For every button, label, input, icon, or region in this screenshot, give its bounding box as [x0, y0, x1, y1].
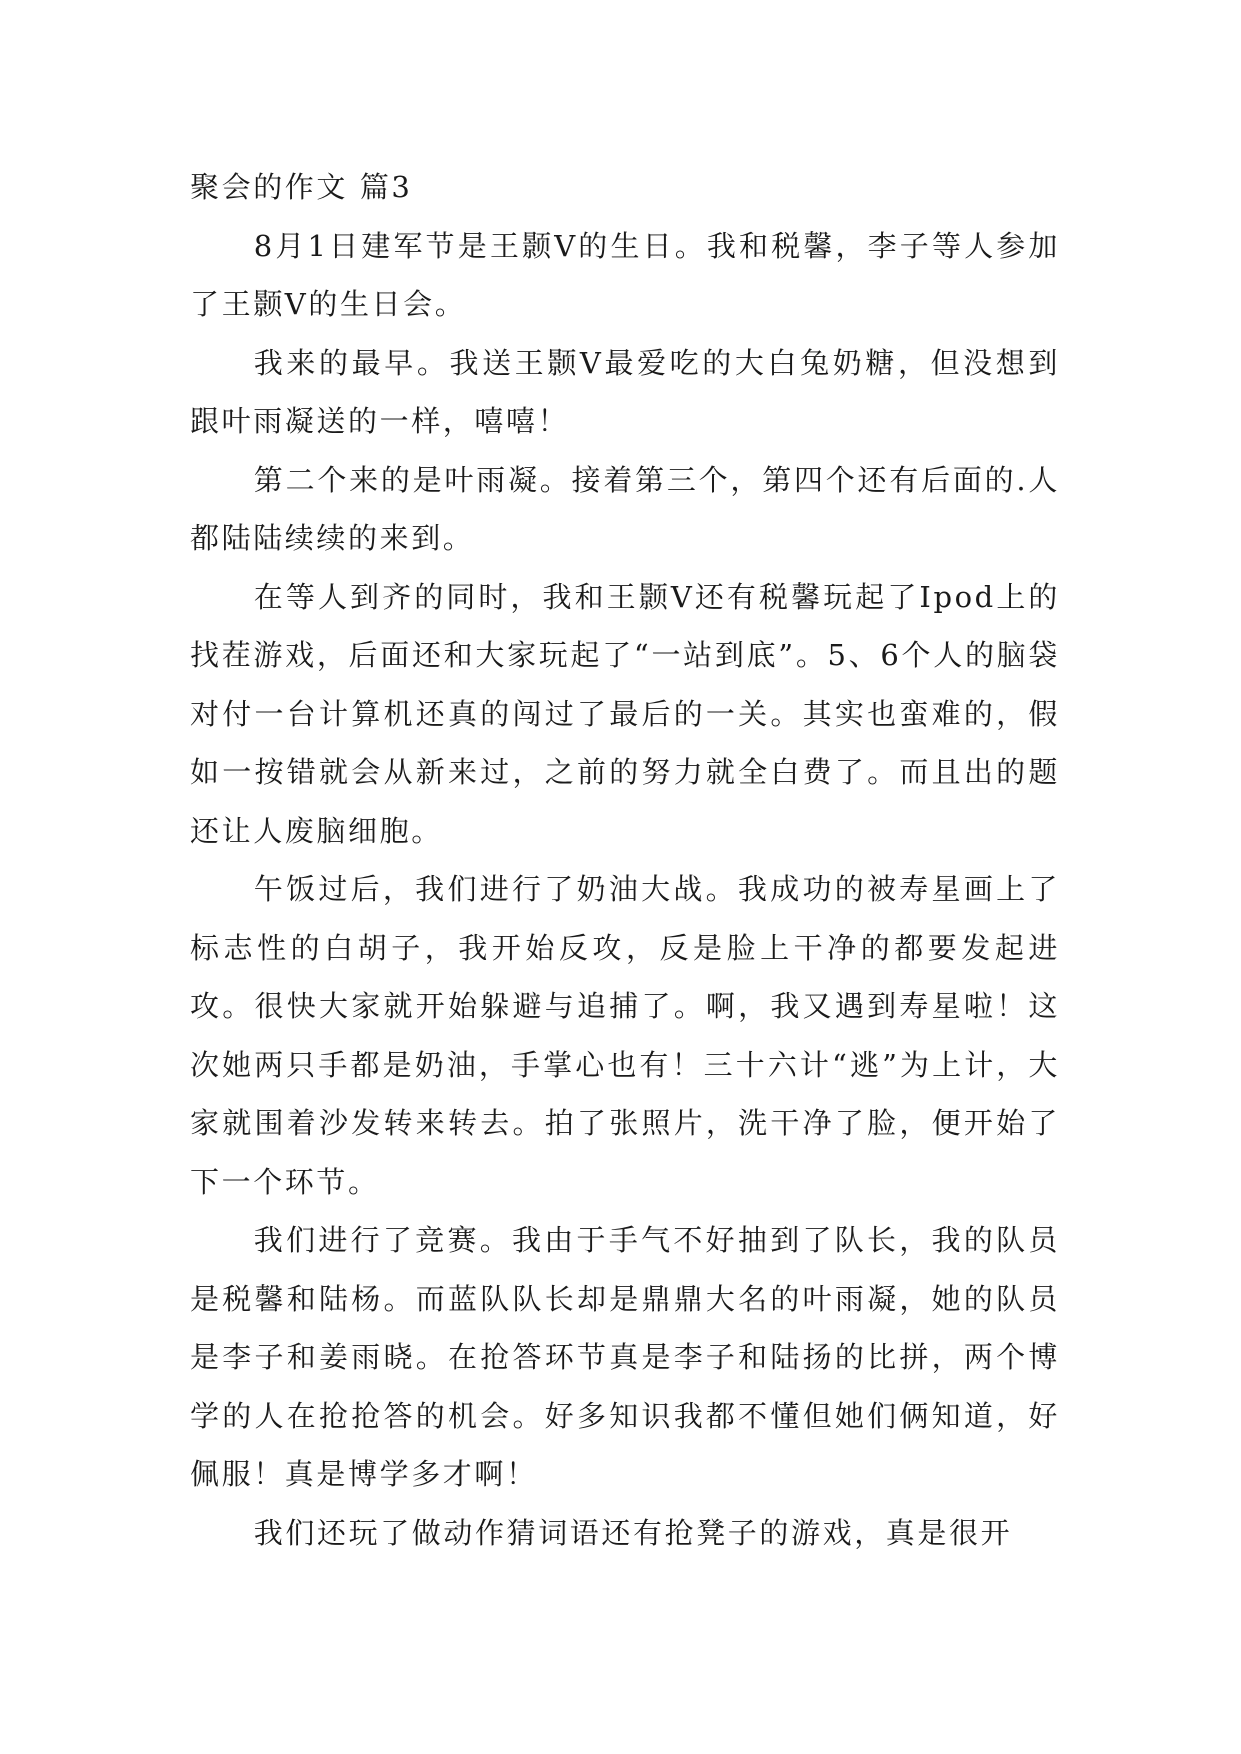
paragraph-1: 8月1日建军节是王颢V的生日。我和税馨，李子等人参加了王颢V的生日会。 — [190, 228, 1060, 321]
paragraph-7: 我们还玩了做动作猜词语还有抢凳子的游戏，真是很开 — [253, 1515, 1013, 1550]
paragraph-6: 我们进行了竞赛。我由于手气不好抽到了队长，我的队员是税馨和陆杨。而蓝队队长却是鼎鼎大名的叶雨凝，她的队员是李子和姜雨晓。在抢答环节真是李子和陆扬的比拼，两个博学的人在抢抢答的机会。好多知识我都不懂但她们俩知道，好佩服！真是博学多才啊！ — [190, 1223, 1060, 1491]
paragraph-5: 午饭过后，我们进行了奶油大战。我成功的被寿星画上了标志性的白胡子，我开始反攻，反是脸上干净的都要发起进攻。很快大家就开始躲避与追捕了。啊，我又遇到寿星啦！这次她两只手都是奶油，手掌心也有！三十六计“逃”为上计，大家就围着沙发转来转去。拍了张照片，洗干净了脸，便开始了下一个环节。 — [190, 872, 1060, 1199]
paragraph-3: 第二个来的是叶雨凝。接着第三个，第四个还有后面的.人都陆陆续续的来到。 — [190, 462, 1060, 555]
paragraph-4: 在等人到齐的同时，我和王颢V还有税馨玩起了Ipod上的找茬游戏，后面还和大家玩起了“一站到底”。5、6个人的脑袋对付一台计算机还真的闯过了最后的一关。其实也蛮难的，假如一按错就会从新来过，之前的努力就全白费了。而且出的题还让人废脑细胞。 — [190, 579, 1060, 848]
document-body — [190, 158, 1060, 1562]
document-title: 聚会的作文 篇3 — [190, 170, 413, 204]
paragraph-2: 我来的最早。我送王颢V最爱吃的大白兔奶糖，但没想到跟叶雨凝送的一样，嘻嘻！ — [190, 345, 1060, 438]
